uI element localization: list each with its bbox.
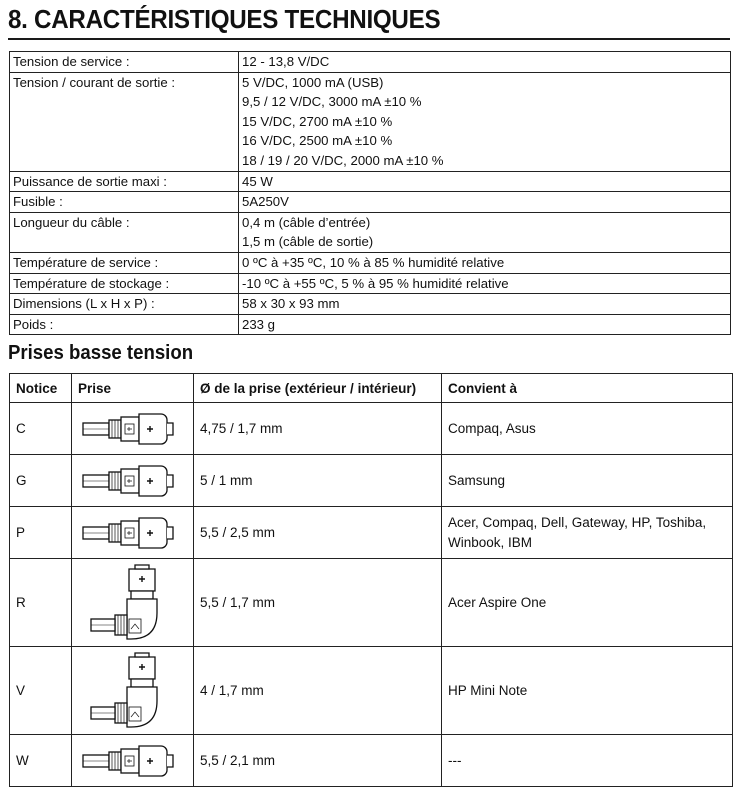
plug-diameter: 5,5 / 1,7 mm xyxy=(194,559,442,647)
plug-diameter: 4,75 / 1,7 mm xyxy=(194,403,442,455)
spec-row xyxy=(10,252,731,273)
plug-notice: V xyxy=(10,647,72,735)
spec-value-cell xyxy=(239,52,731,73)
plug-notice: P xyxy=(10,507,72,559)
spec-value: -10 ºC à +55 ºC, 5 % à 95 % humidité relative xyxy=(242,275,509,291)
header-suits: Convient à xyxy=(442,374,733,403)
spec-label: Fusible : xyxy=(10,192,239,213)
plug-image-cell xyxy=(72,559,194,647)
spec-value: 1,5 m (câble de sortie) xyxy=(242,234,374,250)
plug-notice: W xyxy=(10,735,72,787)
plug-suits-cell xyxy=(442,647,733,735)
plug-suits-cell xyxy=(442,735,733,787)
spec-value: 9,5 / 12 V/DC, 3000 mA ±10 % xyxy=(242,94,422,110)
plug-suits: Acer Aspire One xyxy=(448,594,547,610)
spec-row xyxy=(10,273,731,294)
header-notice: Notice xyxy=(10,374,72,403)
plug-suits-cell xyxy=(442,455,733,507)
plug-image-cell xyxy=(72,507,194,559)
spec-value-cell xyxy=(239,314,731,335)
header-diameter: Ø de la prise (extérieur / intérieur) xyxy=(194,374,442,403)
spec-label: Tension de service : xyxy=(10,52,239,73)
plug-image-cell xyxy=(72,455,194,507)
spec-value: 16 V/DC, 2500 mA ±10 % xyxy=(242,133,393,149)
spec-row xyxy=(10,314,731,335)
straight-plug-icon xyxy=(72,462,193,500)
straight-plug-icon xyxy=(72,742,193,780)
spec-value: 18 / 19 / 20 V/DC, 2000 mA ±10 % xyxy=(242,152,444,168)
spec-value: 45 W xyxy=(242,173,273,189)
spec-row xyxy=(10,52,731,73)
spec-label: Puissance de sortie maxi : xyxy=(10,171,239,192)
spec-value: 5 V/DC, 1000 mA (USB) xyxy=(242,74,384,90)
plug-suits: Winbook, IBM xyxy=(448,534,533,550)
page-title: 8. CARACTÉRISTIQUES TECHNIQUES xyxy=(8,4,441,34)
plug-diameter: 4 / 1,7 mm xyxy=(194,647,442,735)
header-prise: Prise xyxy=(72,374,194,403)
spec-value-cell xyxy=(239,273,731,294)
plug-suits: Acer, Compaq, Dell, Gateway, HP, Toshiba, xyxy=(448,514,707,530)
angled-plug-icon xyxy=(72,651,193,731)
spec-row xyxy=(10,294,731,315)
spec-label: Température de stockage : xyxy=(10,273,239,294)
plug-notice: C xyxy=(10,403,72,455)
spec-value-cell xyxy=(239,212,731,252)
spec-value-cell xyxy=(239,294,731,315)
plug-row xyxy=(10,559,733,647)
plugs-header-row xyxy=(10,374,733,403)
straight-plug-icon xyxy=(72,410,193,448)
spec-row xyxy=(10,72,731,171)
spec-value-cell xyxy=(239,72,731,171)
spec-label: Poids : xyxy=(10,314,239,335)
spec-value: 58 x 30 x 93 mm xyxy=(242,296,340,312)
spec-value: 0 ºC à +35 ºC, 10 % à 85 % humidité relative xyxy=(242,254,505,270)
plug-row xyxy=(10,735,733,787)
plug-notice: G xyxy=(10,455,72,507)
spec-value-cell xyxy=(239,252,731,273)
plug-image-cell xyxy=(72,647,194,735)
spec-label: Température de service : xyxy=(10,252,239,273)
spec-row xyxy=(10,192,731,213)
spec-value: 5A250V xyxy=(242,194,289,210)
plugs-table xyxy=(9,373,733,787)
spec-value-cell xyxy=(239,192,731,213)
plug-suits: Compaq, Asus xyxy=(448,420,536,436)
spec-value-cell xyxy=(239,171,731,192)
plug-image-cell xyxy=(72,735,194,787)
straight-plug-icon xyxy=(72,514,193,552)
spec-label: Longueur du câble : xyxy=(10,212,239,252)
spec-value: 15 V/DC, 2700 mA ±10 % xyxy=(242,113,393,129)
plug-suits: --- xyxy=(448,752,462,768)
plug-row xyxy=(10,455,733,507)
angled-plug-icon xyxy=(72,563,193,643)
plug-row xyxy=(10,647,733,735)
plug-diameter: 5,5 / 2,5 mm xyxy=(194,507,442,559)
spec-value: 0,4 m (câble d’entrée) xyxy=(242,214,371,230)
spec-value: 233 g xyxy=(242,316,276,332)
spec-row xyxy=(10,212,731,252)
plug-suits-cell xyxy=(442,559,733,647)
plug-suits: Samsung xyxy=(448,472,506,488)
plugs-heading: Prises basse tension xyxy=(8,342,194,364)
plug-notice: R xyxy=(10,559,72,647)
plug-diameter: 5 / 1 mm xyxy=(194,455,442,507)
plug-suits: HP Mini Note xyxy=(448,682,528,698)
plug-suits-cell xyxy=(442,403,733,455)
spec-label: Dimensions (L x H x P) : xyxy=(10,294,239,315)
plug-row xyxy=(10,403,733,455)
plug-suits-cell xyxy=(442,507,733,559)
spec-label: Tension / courant de sortie : xyxy=(10,72,239,171)
title-underline xyxy=(8,38,730,40)
spec-row xyxy=(10,171,731,192)
plug-row xyxy=(10,507,733,559)
plug-image-cell xyxy=(72,403,194,455)
plug-diameter: 5,5 / 2,1 mm xyxy=(194,735,442,787)
spec-value: 12 - 13,8 V/DC xyxy=(242,54,330,69)
specs-table xyxy=(9,51,731,335)
